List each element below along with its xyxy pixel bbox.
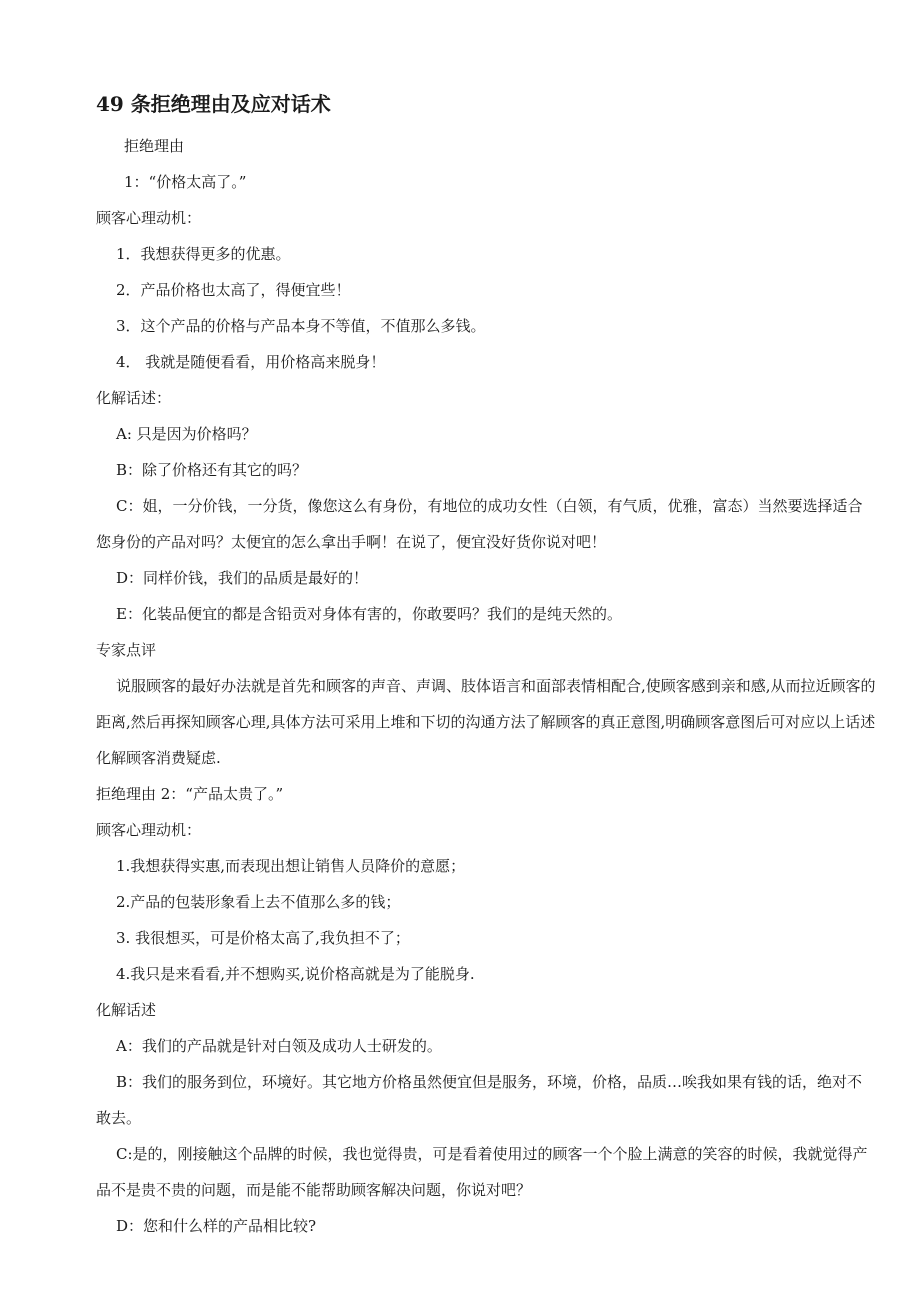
response-2-d: D：您和什么样的产品相比较? (116, 1217, 317, 1235)
motive-2-item-4: 4.我只是来看看,并不想购买,说价格高就是为了能脱身. (116, 965, 475, 983)
response-heading-1: 化解话述： (96, 389, 172, 407)
response-1-e: E：化装品便宜的都是含铅贡对身体有害的，你敢要吗？我们的是纯天然的。 (116, 605, 622, 623)
rejection-reason-2: 拒绝理由 2：“产品太贵了。” (96, 785, 284, 803)
motive-2-item-2: 2.产品的包装形象看上去不值那么多的钱； (116, 893, 401, 911)
response-1-a: A: 只是因为价格吗？ (116, 425, 257, 443)
rejection-reason-1: 1：“价格太高了。” (124, 173, 247, 191)
response-2-c: C:是的，刚接触这个品牌的时候，我也觉得贵，可是看着使用过的顾客一个个脸上满意的笑容的时候，我就觉得产品不是贵不贵的问题，而是能不能帮助顾客解决问题，你说对吧？ (96, 1145, 868, 1199)
response-2-b: B：我们的服务到位，环境好。其它地方价格虽然便宜但是服务，环境，价格，品质…唉我如果有钱的话，绝对不敢去。 (96, 1073, 863, 1127)
expert-comment-heading: 专家点评 (96, 641, 157, 659)
customer-motive-heading-2: 顾客心理动机： (96, 821, 202, 839)
response-1-c: C：姐，一分价钱，一分货，像您这么有身份，有地位的成功女性（白领，有气质，优雅，富态）当然要选择适合您身份的产品对吗？太便宜的怎么拿出手啊！在说了，便宜没好货你说对吧！ (96, 497, 863, 551)
section-heading-rejection-reason: 拒绝理由 (124, 137, 185, 155)
document-title: 49 条拒绝理由及应对话术 (96, 92, 331, 116)
motive-1-item-2: 2．产品价格也太高了，得便宜些！ (116, 281, 351, 299)
response-2-a: A：我们的产品就是针对白领及成功人士研发的。 (116, 1037, 442, 1055)
response-heading-2: 化解话述 (96, 1001, 157, 1019)
customer-motive-heading-1: 顾客心理动机： (96, 209, 202, 227)
motive-1-item-4: 4． 我就是随便看看，用价格高来脱身！ (116, 353, 386, 371)
response-1-b: B：除了价格还有其它的吗？ (116, 461, 308, 479)
motive-1-item-1: 1．我想获得更多的优惠。 (116, 245, 291, 263)
response-1-d: D：同样价钱，我们的品质是最好的！ (116, 569, 369, 587)
motive-1-item-3: 3．这个产品的价格与产品本身不等值，不值那么多钱。 (116, 317, 486, 335)
motive-2-item-1: 1.我想获得实惠,而表现出想让销售人员降价的意愿； (116, 857, 466, 875)
motive-2-item-3: 3. 我很想买，可是价格太高了,我负担不了； (116, 929, 410, 947)
expert-comment-text: 说服顾客的最好办法就是首先和顾客的声音、声调、肢体语言和面部表情相配合,使顾客感到亲和感,从而拉近顾客的距离,然后再探知顾客心理,具体方法可采用上堆和下切的沟通方法了解顾客的真正意图,明确顾客意图后可对应以上话述化解顾客消费疑虑. (96, 677, 876, 767)
